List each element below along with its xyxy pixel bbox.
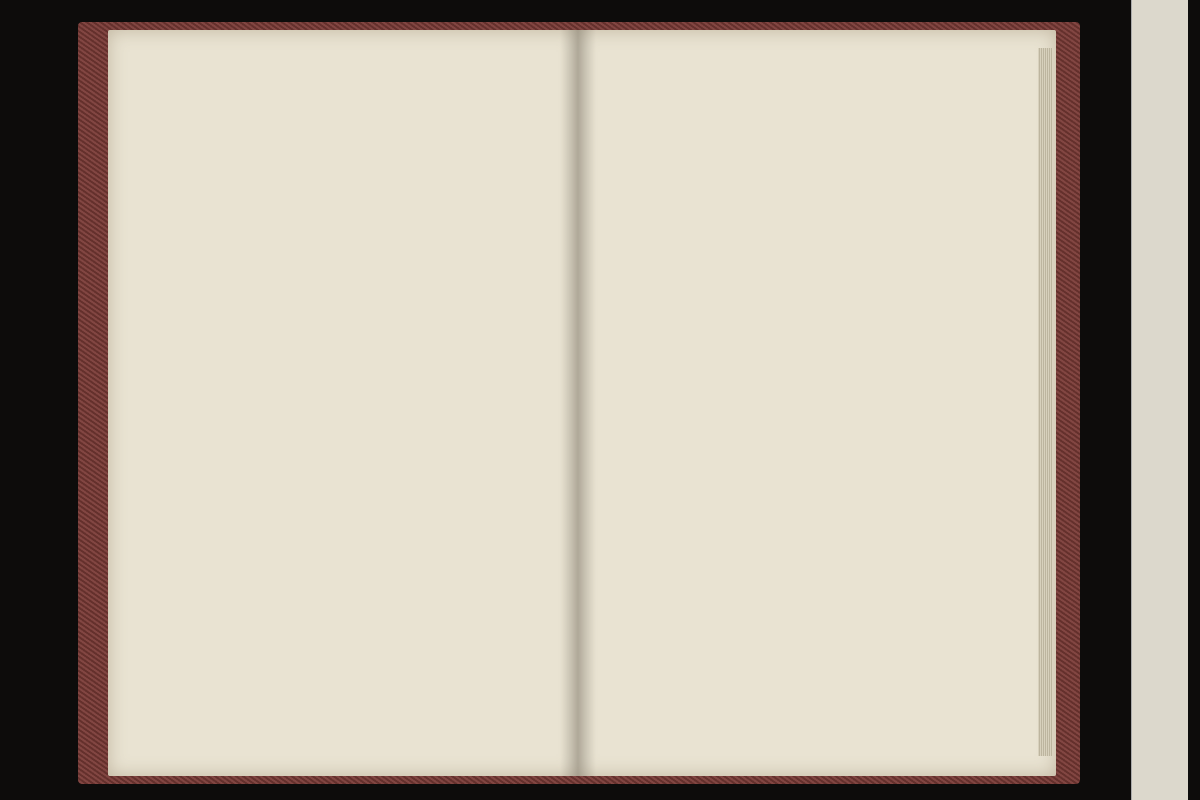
left-page [108,30,578,776]
page-edges [1038,48,1052,756]
measurement-ruler [1131,0,1188,800]
right-page [578,30,1056,776]
open-book [78,22,1080,784]
